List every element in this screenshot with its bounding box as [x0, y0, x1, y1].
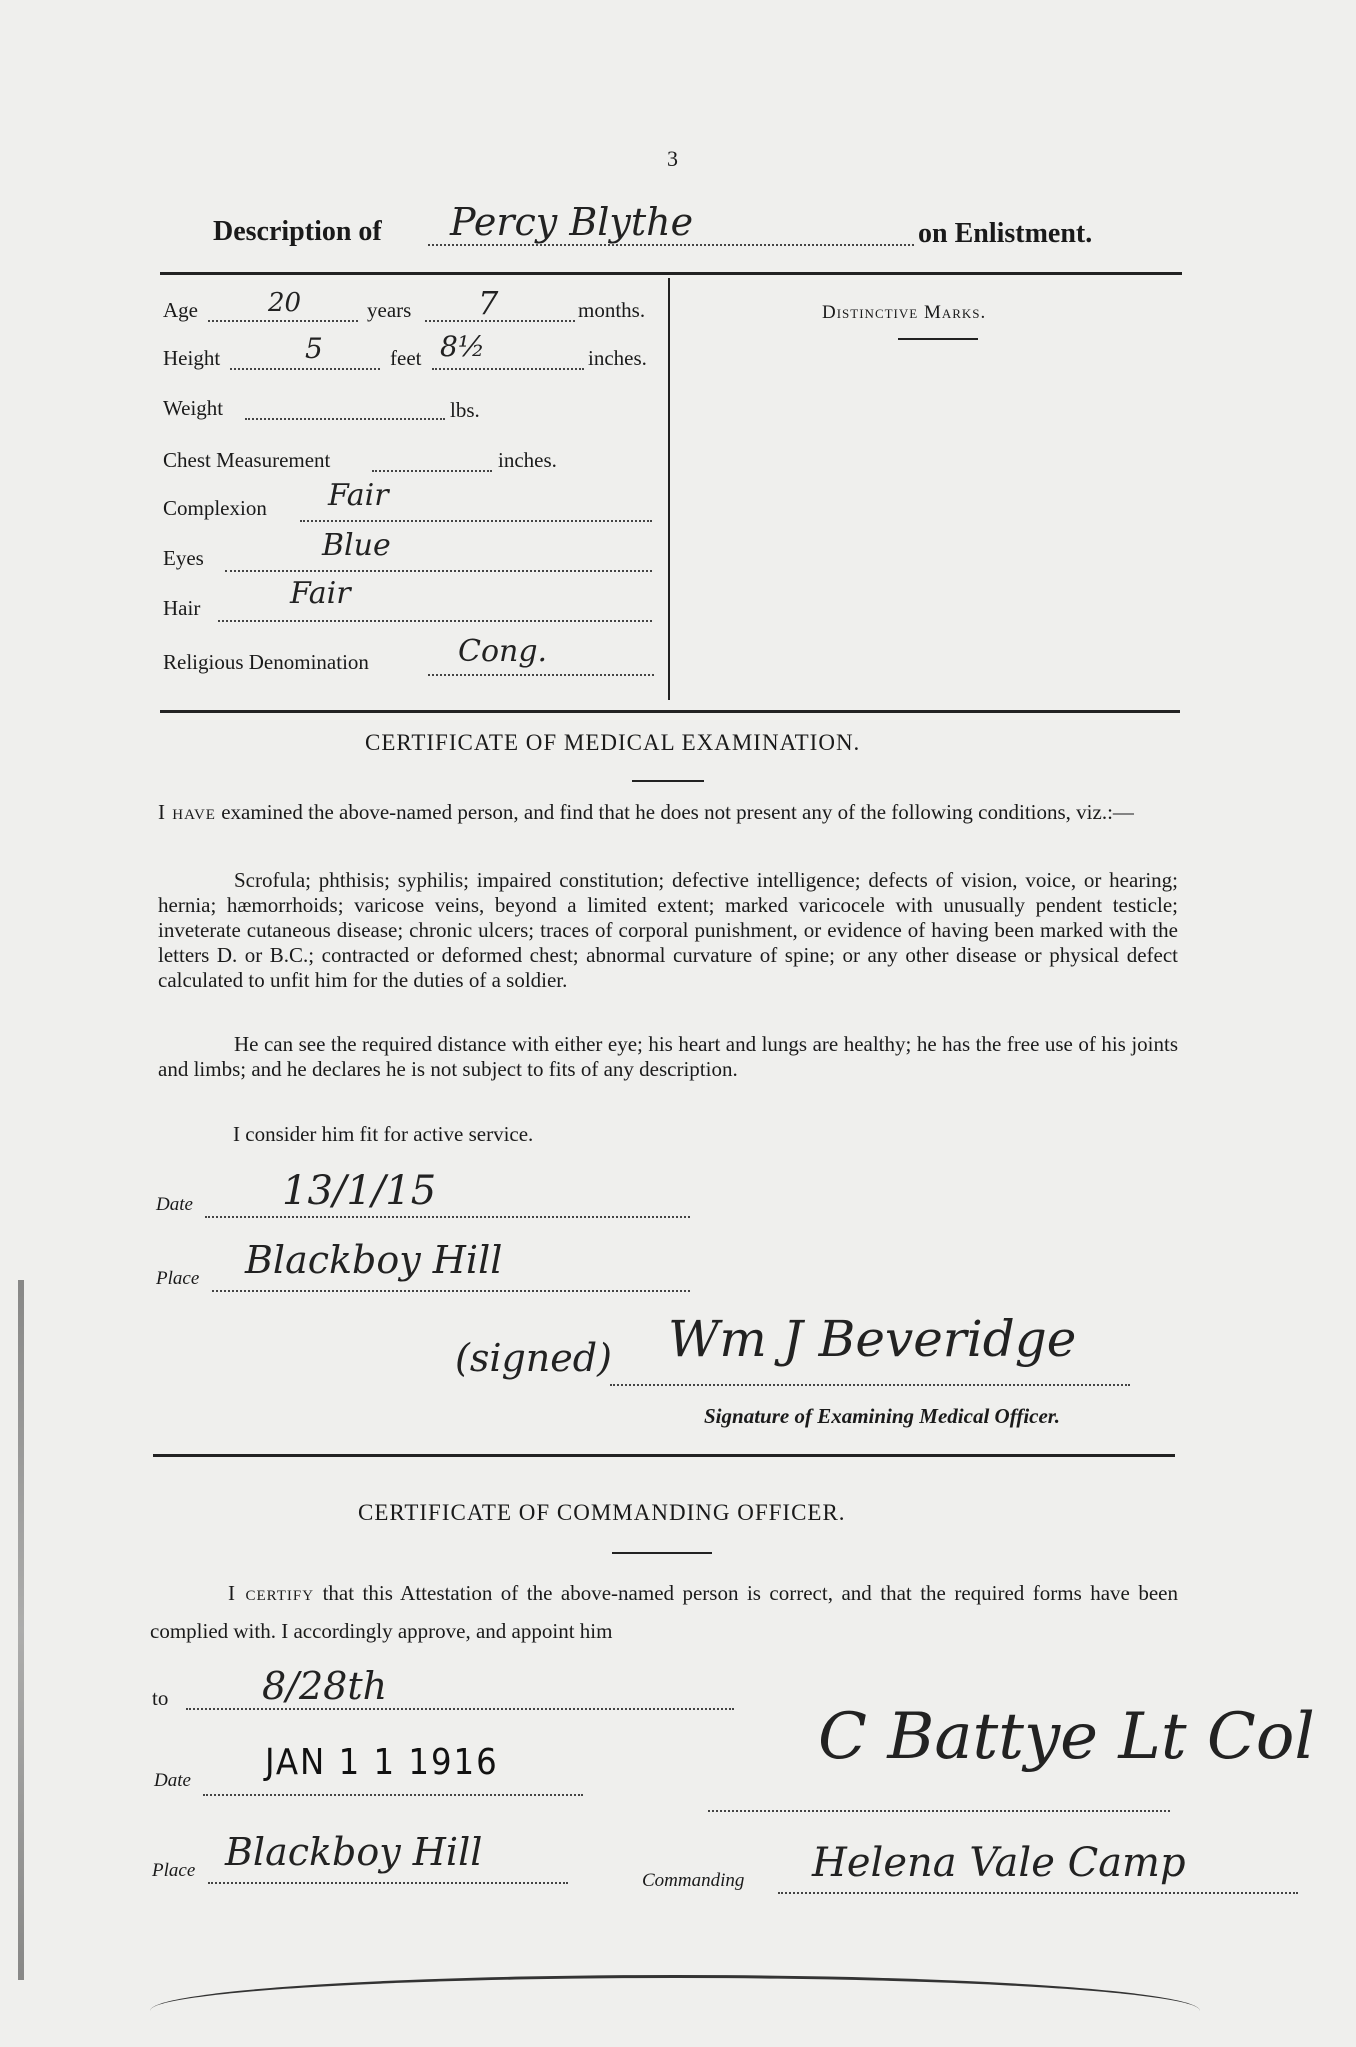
height-label: Height: [163, 346, 221, 370]
description-bottom-rule: [160, 710, 1180, 713]
commanding-para-text: that this Attestation of the above-named person is correct, and that the required forms have been complied with. I accordingly approve, and appoint him: [150, 1581, 1178, 1643]
commanding-paragraph: [150, 1574, 1178, 1650]
commanding-place-value: Blackboy Hill: [225, 1830, 483, 1874]
to-line: [186, 1708, 734, 1710]
weight-line: [245, 418, 445, 420]
medical-place-line: [212, 1290, 690, 1292]
height-feet-line: [230, 368, 380, 370]
hair-line: [218, 620, 652, 622]
medical-title-underline: [632, 780, 704, 782]
weight-unit: lbs.: [450, 398, 480, 422]
description-prefix: Description of: [213, 216, 382, 247]
age-years-line: [208, 320, 358, 322]
distinctive-marks-heading: Distinctive Marks.: [822, 302, 987, 323]
religion-line: [428, 674, 654, 676]
medical-signature-caption: Signature of Examining Medical Officer.: [704, 1404, 1061, 1428]
medical-place-label: Place: [156, 1268, 200, 1289]
commanding-date-line: [203, 1794, 583, 1796]
complexion-value: Fair: [328, 478, 389, 513]
medical-date-value: 13/1/15: [282, 1168, 437, 1214]
fit-statement: I consider him fit for active service.: [233, 1122, 534, 1146]
medical-signature-line: [610, 1384, 1130, 1386]
commanding-certificate-title: CERTIFICATE OF COMMANDING OFFICER.: [358, 1500, 846, 1525]
eyes-value: Blue: [322, 528, 391, 563]
description-suffix: on Enlistment.: [918, 218, 1093, 249]
commanding-place-line: [208, 1882, 568, 1884]
age-label: Age: [163, 298, 198, 322]
commanding-place-label: Place: [152, 1860, 196, 1881]
medical-lead: I have: [158, 800, 216, 824]
chest-line: [372, 470, 492, 472]
unit-value: 8/28th: [262, 1664, 388, 1708]
age-months-value: 7: [478, 284, 499, 322]
medical-paragraph-1: [158, 800, 1178, 825]
hair-value: Fair: [290, 576, 351, 611]
eyes-line: [225, 570, 652, 572]
height-inches-line: [432, 368, 584, 370]
distinctive-marks-underline: [898, 338, 978, 340]
age-months-line: [425, 320, 575, 322]
commanding-officer-signature: C Battye Lt Col: [818, 1700, 1315, 1774]
description-name-line: [428, 244, 914, 246]
weight-label: Weight: [163, 396, 224, 420]
chest-label: Chest Measurement: [163, 448, 331, 472]
signed-note: (signed): [455, 1336, 612, 1380]
inches-label: inches.: [588, 346, 647, 370]
commanding-label: Commanding: [642, 1870, 745, 1891]
months-label: months.: [578, 298, 646, 322]
page-number: 3: [667, 146, 678, 171]
hair-label: Hair: [163, 596, 201, 620]
recruit-name: Percy Blythe: [450, 200, 694, 244]
medical-officer-signature: Wm J Beveridge: [668, 1310, 1077, 1368]
medical-para1-text: examined the above-named person, and find that he does not present any of the following conditions, viz.:—: [221, 800, 1134, 824]
medical-conditions: Scrofula; phthisis; syphilis; impaired constitution; defective intelligence; defects of vision, voice, or hearing; hernia; hæmorrhoids; varicose veins, beyond a limited extent; marked varicocele with unusually pendent testicle; inveterate cutaneous disease; chronic ulcers; traces of corporal punishment, or evidence of having been marked with the letters D. or B.C.; contracted or deformed chest; abnormal curvature of spine; or any other disease or physical defect calculated to unfit him for the duties of a soldier.: [158, 868, 1178, 992]
commanding-lead: I certify: [228, 1581, 315, 1605]
complexion-label: Complexion: [163, 496, 267, 520]
medical-certificate-title: CERTIFICATE OF MEDICAL EXAMINATION.: [365, 730, 861, 755]
complexion-line: [300, 520, 652, 522]
feet-label: feet: [390, 346, 422, 370]
medical-date-label: Date: [156, 1194, 193, 1215]
bottom-edge-curve: [150, 1975, 1200, 2018]
religion-value: Cong.: [458, 634, 548, 669]
co-signature-line: [708, 1810, 1170, 1812]
years-label: years: [367, 298, 412, 322]
height-feet-value: 5: [305, 332, 323, 365]
height-inches-value: 8½: [440, 330, 485, 363]
medical-paragraph-3: He can see the required distance with either eye; his heart and lungs are healthy; he has the free use of his joints and limbs; and he declares he is not subject to fits of any description.: [158, 1032, 1178, 1081]
medical-place-value: Blackboy Hill: [245, 1238, 503, 1282]
commanding-line: [778, 1892, 1298, 1894]
medical-date-line: [205, 1216, 690, 1218]
religion-label: Religious Denomination: [163, 650, 369, 674]
commanding-value: Helena Vale Camp: [812, 1840, 1186, 1886]
eyes-label: Eyes: [163, 546, 204, 570]
commanding-date-label: Date: [154, 1770, 191, 1791]
description-top-rule: [160, 272, 1182, 275]
age-years-value: 20: [268, 288, 302, 318]
left-edge-shadow: [18, 1280, 24, 1980]
commanding-title-underline: [612, 1552, 712, 1554]
date-stamp: JAN 1 1 1916: [265, 1742, 499, 1783]
chest-unit: inches.: [498, 448, 557, 472]
to-label: to: [152, 1686, 169, 1710]
column-divider: [668, 278, 670, 700]
medical-bottom-rule: [153, 1454, 1175, 1457]
